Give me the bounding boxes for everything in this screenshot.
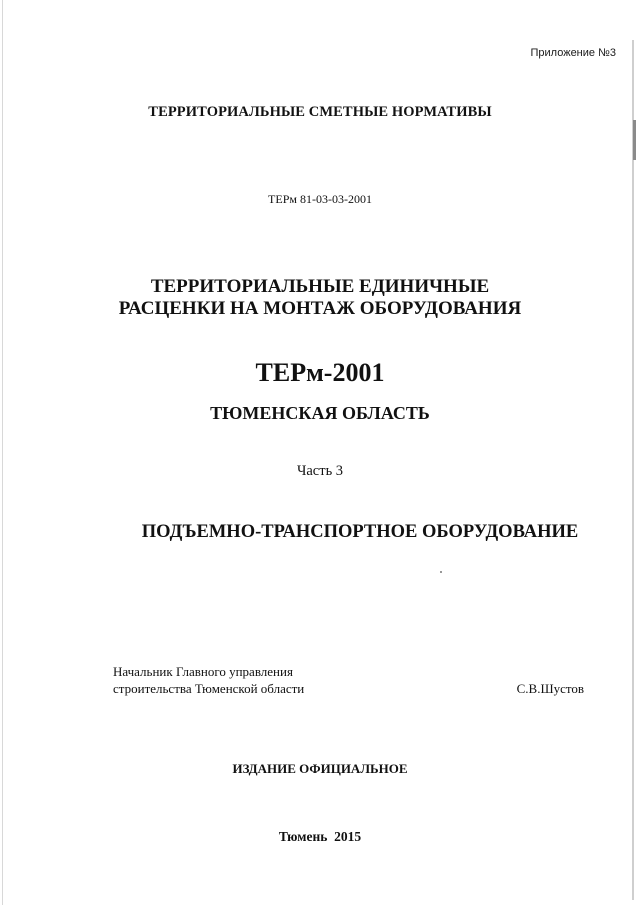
city-year: Тюмень 2015 (278, 829, 362, 844)
short-title: ТЕРм-2001 (255, 358, 385, 387)
main-title-line-1: ТЕРРИТОРИАЛЬНЫЕ ЕДИНИЧНЫЕ (150, 276, 490, 297)
section-title: ПОДЪЕМНО-ТРАНСПОРТНОЕ ОБОРУДОВАНИЕ (141, 522, 579, 542)
edition-label: ИЗДАНИЕ ОФИЦИАЛЬНОЕ (232, 761, 408, 776)
signatory-position (113, 663, 304, 697)
position-line-2: строительства Тюменской области (113, 681, 305, 696)
scan-edge-mark (633, 120, 636, 160)
part-label: Часть 3 (296, 463, 344, 479)
main-title-line-2: РАСЦЕНКИ НА МОНТАЖ ОБОРУДОВАНИЯ (118, 298, 522, 319)
scan-speck (440, 571, 442, 573)
position-line-1: Начальник Главного управления (113, 664, 293, 679)
annex-label: Приложение №3 (530, 47, 616, 59)
signatory-name: С.В.Шустов (516, 681, 584, 696)
norms-title: ТЕРРИТОРИАЛЬНЫЕ СМЕТНЫЕ НОРМАТИВЫ (148, 104, 492, 120)
document-code: ТЕРм 81-03-03-2001 (268, 192, 372, 206)
region-title: ТЮМЕНСКАЯ ОБЛАСТЬ (210, 403, 430, 423)
